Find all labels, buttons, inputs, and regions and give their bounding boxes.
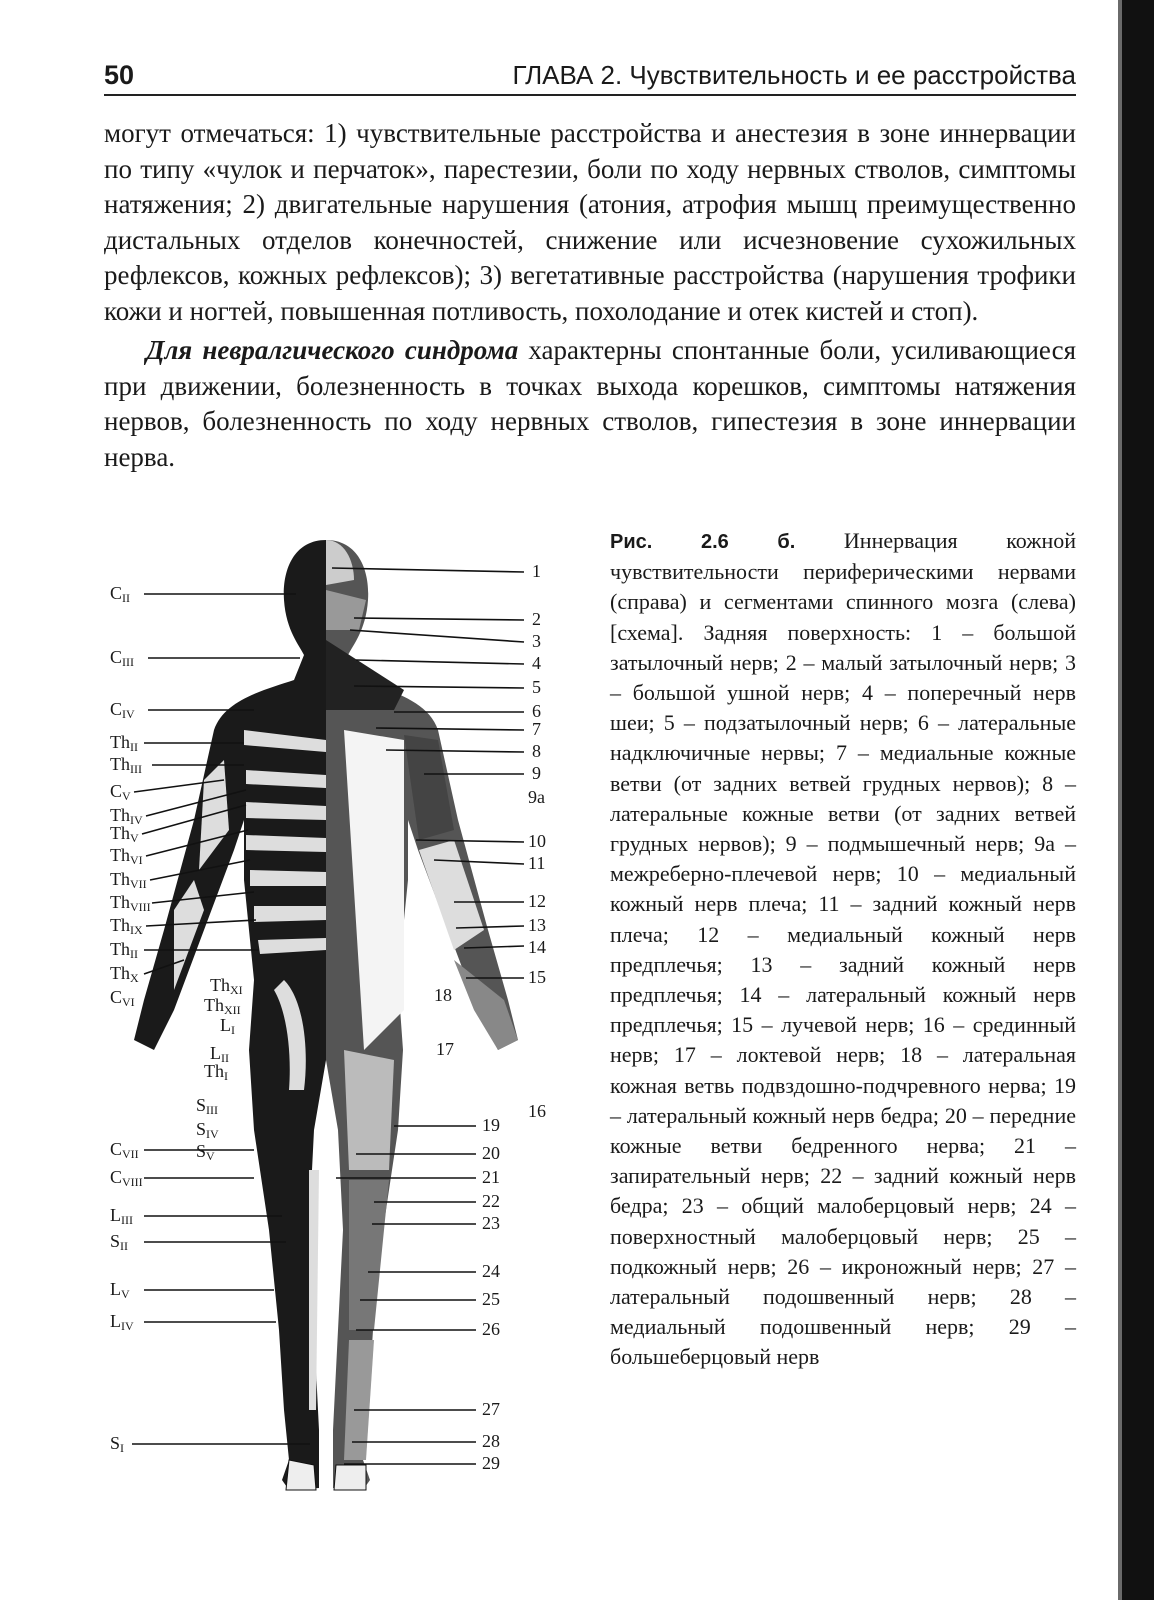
label-6: 6 — [532, 701, 541, 721]
label-c-viii: $C_{VIII}$ — [110, 1167, 143, 1189]
chapter-title: ГЛАВА 2. Чувствительность и ее расстройства — [512, 60, 1076, 90]
label-4: 4 — [532, 653, 541, 673]
label-11: 11 — [528, 853, 546, 873]
label-l-iii: $L_{III}$ — [110, 1205, 133, 1227]
label-th-iii: $Th_{III}$ — [110, 754, 142, 776]
body-diagram — [104, 530, 594, 1540]
body-right-half — [326, 540, 518, 1490]
label-l-iv: $L_{IV}$ — [110, 1311, 134, 1333]
label-th-iv: $Th_{IV}$ — [110, 805, 143, 827]
label-c-vi: $C_{VI}$ — [110, 987, 135, 1009]
paragraph-2-italic: Для невралгического синдрома — [146, 335, 519, 365]
label-s-v: $S_V$ — [196, 1141, 215, 1163]
label-14: 14 — [528, 937, 546, 957]
label-25: 25 — [482, 1289, 500, 1309]
label-1: 1 — [532, 561, 541, 581]
label-s-iv: $S_{IV}$ — [196, 1119, 219, 1141]
label-7: 7 — [532, 719, 541, 739]
page-number: 50 — [104, 60, 135, 90]
label-c-iii: $C_{III}$ — [110, 647, 135, 669]
label-21: 21 — [482, 1167, 500, 1187]
label-2: 2 — [532, 609, 541, 629]
label-l-ii: $L_{II}$ — [210, 1043, 229, 1065]
running-head — [104, 58, 1076, 98]
label-10: 10 — [528, 831, 546, 851]
label-th-vi: $Th_{VI}$ — [110, 845, 143, 867]
paragraph-2 — [104, 333, 1076, 475]
label-c-v: $C_V$ — [110, 781, 131, 803]
label-28: 28 — [482, 1431, 500, 1451]
label-20: 20 — [482, 1143, 500, 1163]
label-th-i: $Th_I$ — [204, 1061, 228, 1083]
label-c-ii: $C_{II}$ — [110, 583, 131, 605]
label-23: 23 — [482, 1213, 500, 1233]
label-th-ii-lower: $Th_{II}$ — [110, 939, 138, 961]
label-c-iv: $C_{IV}$ — [110, 699, 135, 721]
label-th-xi: $Th_{XI}$ — [210, 975, 243, 997]
label-c-vii: $C_{VII}$ — [110, 1139, 139, 1161]
paragraph-1: могут отмечаться: 1) чувствительные расстройства и анестезия в зоне иннервации по типу «чулок и перчаток», парестезии, боли по ходу нервных стволов, симптомы натяжения; 2) двигательные нарушения (атония, атрофия мышц преимущественно дистальных отделов конечностей, снижение или исчезновение сухожильных рефлексов, кожных рефлексов); 3) вегетативные расстройства (нарушения трофики кожи и ногтей, повышенная потливость, похолодание и отек кистей и стоп). — [104, 118, 1076, 326]
label-th-x: $Th_X$ — [110, 963, 139, 985]
caption-text: Иннервация кожной чувствительности периферическими нервами (справа) и сегментами спинного мозга (слева) [схема]. Задняя поверхность: 1 – большой затылочный нерв; 2 – малый затылочный нерв; 3 – большой ушной нерв; 4 – поперечный нерв шеи; 5 – подзатылочный нерв; 6 – латеральные надключичные нервы; 7 – медиальные кожные ветви (от задних ветвей грудных нервов); 8 – латеральные кожные ветви (от задних ветвей грудных нервов); 9 – подмышечный нерв; 9а – межреберно-плечевой нерв; 10 – медиальный кожный нерв плеча; 11 – задний кожный нерв плеча; 12 – медиальный кожный нерв предплечья; 13 – задний кожный нерв предплечья; 14 – латеральный кожный нерв предплечья; 15 – лучевой нерв; 16 – срединный нерв; 17 – локтевой нерв; 18 – латеральная кожная ветвь подвздошно-подчревного нерва; 19 – латеральный кожный нерв бедра; 20 – передние кожные ветви бедренного нерва; 21 – запирательный нерв; 22 – задний кожный нерв бедра; 23 – общий малоберцовый нерв; 24 – поверхностный малоберцовый нерв; 25 – подкожный нерв; 26 – икроножный нерв; 27 – латеральный подошвенный нерв; 28 – медиальный подошвенный нерв; 29 – большеберцовый нерв — [610, 528, 1077, 1370]
label-9: 9 — [532, 763, 541, 783]
label-s-iii: $S_{III}$ — [196, 1095, 219, 1117]
label-l-i: $L_I$ — [220, 1015, 235, 1037]
paragraph-2-text: характерны спонтанные боли, усиливающиеся при движении, болезненность в точках выхода корешков, симптомы натяжения нервов, болезненность по ходу нервных стволов, гипестезия в зоне иннервации нерва. — [104, 335, 1076, 472]
label-th-viii: $Th_{VIII}$ — [110, 892, 151, 914]
label-26: 26 — [482, 1319, 500, 1339]
caption-label: Рис. 2.6 б. — [610, 531, 796, 553]
label-15: 15 — [528, 967, 546, 987]
label-18: 18 — [434, 985, 452, 1005]
scan-edge — [1122, 0, 1154, 1600]
label-th-ix: $Th_{IX}$ — [110, 915, 143, 937]
label-22: 22 — [482, 1191, 500, 1211]
label-8: 8 — [532, 741, 541, 761]
label-27: 27 — [482, 1399, 500, 1419]
label-5: 5 — [532, 677, 541, 697]
body-text — [104, 116, 1076, 475]
label-9a: 9а — [528, 787, 545, 807]
label-17: 17 — [436, 1039, 454, 1059]
label-s-ii: $S_{II}$ — [110, 1231, 129, 1253]
innervation-figure — [104, 530, 594, 1540]
label-th-vii: $Th_{VII}$ — [110, 869, 147, 891]
label-3: 3 — [532, 631, 541, 651]
header-rule — [104, 94, 1076, 96]
label-th-ii: $Th_{II}$ — [110, 732, 138, 754]
label-12: 12 — [528, 891, 546, 911]
label-th-xii: $Th_{XII}$ — [204, 995, 241, 1017]
label-16: 16 — [528, 1101, 546, 1121]
label-24: 24 — [482, 1261, 500, 1281]
figure-caption — [610, 526, 1076, 1373]
label-29: 29 — [482, 1453, 500, 1473]
label-th-v: $Th_V$ — [110, 823, 139, 845]
label-19: 19 — [482, 1115, 500, 1135]
label-s-i: $S_I$ — [110, 1433, 125, 1455]
label-l-v: $L_V$ — [110, 1279, 130, 1301]
label-13: 13 — [528, 915, 546, 935]
